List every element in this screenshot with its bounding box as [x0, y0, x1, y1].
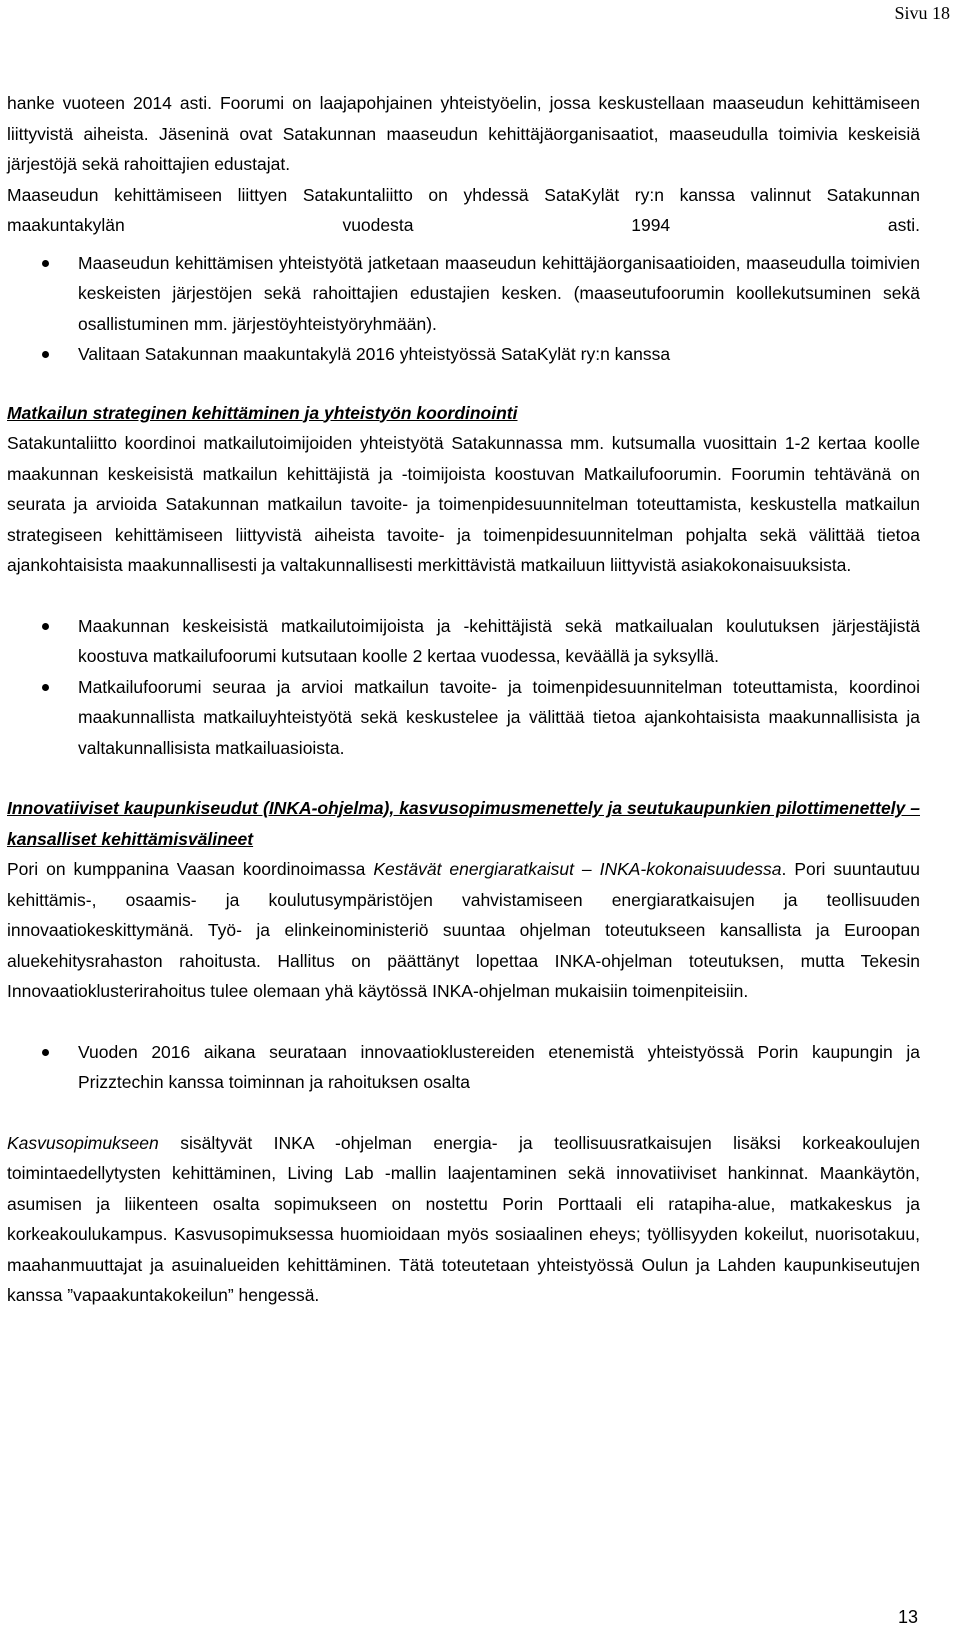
list-item: Valitaan Satakunnan maakuntakylä 2016 yhteistyössä SataKylät ry:n kanssa: [7, 339, 920, 370]
village-paragraph: Maaseudun kehittämiseen liittyen Satakuntaliitto on yhdessä SataKylät ry:n kanssa valinnut Satakunnan maakuntakylän vuodesta 1994 asti.: [7, 184, 920, 235]
tourism-bullet-list: [7, 611, 920, 764]
growth-italic-lead: Kasvusopimukseen: [7, 1132, 159, 1153]
inka-italic-name: Kestävät energiaratkaisut – INKA-kokonaisuudessa: [373, 859, 782, 879]
tourism-paragraph: Satakuntaliitto koordinoi matkailutoimijoiden yhteistyötä Satakunnassa mm. kutsumalla vuosittain 1-2 kertaa koolle maakunnan keskeisistä matkailun kehittäjistä ja -toimijoista koostuvan Matkailufoorumin. Foorumin tehtävänä on seurata ja arvioida Satakunnan matkailun tavoite- ja toimenpidesuunnitelman toteuttamista, keskustella matkailun strategiseen kehittämiseen liittyvistä aiheista tavoite- ja toimenpidesuunnitelman pohjalta sekä välittää tietoa ajankohtaisista maakunnallisesti ja valtakunnallisesti merkittävistä matkailuun liittyvistä asiakokonaisuuksista.: [7, 433, 920, 575]
bullet-icon: [42, 623, 49, 630]
tourism-heading: Matkailun strateginen kehittäminen ja yhteistyön koordinointi: [7, 402, 518, 423]
page-header: [894, 2, 950, 24]
growth-paragraph: Kasvusopimukseen sisältyvät INKA -ohjelman energia- ja teollisuusratkaisujen lisäksi korkeakoulujen toimintaedellytysten kehittäminen, Living Lab -mallin laajentaminen sekä innovatiiviset hankinnat. Maankäytön, asumisen ja liikenteen osalta sopimukseen on nostettu Porin Porttaali eli ratapiha-alue, matkakeskus ja korkeakoulukampus. Kasvusopimuksessa huomioidaan myös sosiaalinen eheys; työllisyyden kokeilut, nuorisotakuu, maahanmuuttajat ja asuinalueiden kehittäminen. Tätä toteutetaan yhteistyössä Oulun ja Lahden kaupunkiseutujen kanssa ”vapaakuntakokeilun” hengessä.: [7, 1132, 920, 1305]
list-item: Matkailufoorumi seuraa ja arvioi matkailun tavoite- ja toimenpidesuunnitelman toteuttamista, koordinoi maakunnallista matkailuyhteistyötä sekä keskustelee ja välittää tietoa ajankohtaisista maakunnallisista ja valtakunnallisista matkailuasioista.: [7, 672, 920, 764]
inka-heading: Innovatiiviset kaupunkiseudut (INKA-ohjelma), kasvusopimusmenettely ja seutukaupunkien pilottimenettely – kansalliset kehittämisvälineet: [7, 798, 920, 849]
rural-bullet-list: [7, 248, 920, 370]
document-body: [7, 88, 920, 1311]
intro-paragraph: hanke vuoteen 2014 asti. Foorumi on laajapohjainen yhteistyöelin, jossa keskustellaan maaseudun kehittämiseen liittyvistä aiheista. Jäseninä ovat Satakunnan maaseudun kehittäjäorganisaatiot, maaseudulla toimivia keskeisiä järjestöjä sekä rahoittajien edustajat.: [7, 93, 920, 174]
inka-bullet-list: [7, 1037, 920, 1098]
list-item: Vuoden 2016 aikana seurataan innovaatioklustereiden etenemistä yhteistyössä Porin kaupungin ja Prizztechin kanssa toiminnan ja rahoituksen osalta: [7, 1037, 920, 1098]
bullet-icon: [42, 260, 49, 267]
list-item: Maakunnan keskeisistä matkailutoimijoista ja -kehittäjistä sekä matkailualan koulutuksen järjestäjistä koostuva matkailufoorumi kutsutaan koolle 2 kertaa vuodessa, keväällä ja syksyllä.: [7, 611, 920, 672]
inka-paragraph: Pori on kumppanina Vaasan koordinoimassa Kestävät energiaratkaisut – INKA-kokonaisuudessa. Pori suuntautuu kehittämis-, osaamis- ja koulutusympäristöjen vahvistamiseen energiaratkaisujen ja teollisuuden innovaatiokeskittymänä. Työ- ja elinkeinoministeriö suuntaa ohjelman toteutukseen kansallista ja Euroopan aluekehitysrahaston rahoitusta. Hallitus on päättänyt lopettaa INKA-ohjelman toteutuksen, mutta Tekesin Innovaatioklusterirahoitus tulee olemaan yhä käytössä INKA-ohjelman mukaisiin toimenpiteisiin.: [7, 859, 921, 1001]
page-number: 13: [897, 1607, 918, 1627]
list-item: Maaseudun kehittämisen yhteistyötä jatketaan maaseudun kehittäjäorganisaatioiden, maaseudulla toimivien keskeisten järjestöjen sekä rahoittajien edustajien kesken. (maaseutufoorumin koollekutsuminen sekä osallistuminen mm. järjestöyhteistyöryhmään).: [7, 248, 920, 340]
bullet-icon: [42, 1049, 49, 1056]
bullet-icon: [42, 684, 49, 691]
page-label: Sivu 18: [894, 3, 950, 23]
bullet-icon: [42, 351, 49, 358]
